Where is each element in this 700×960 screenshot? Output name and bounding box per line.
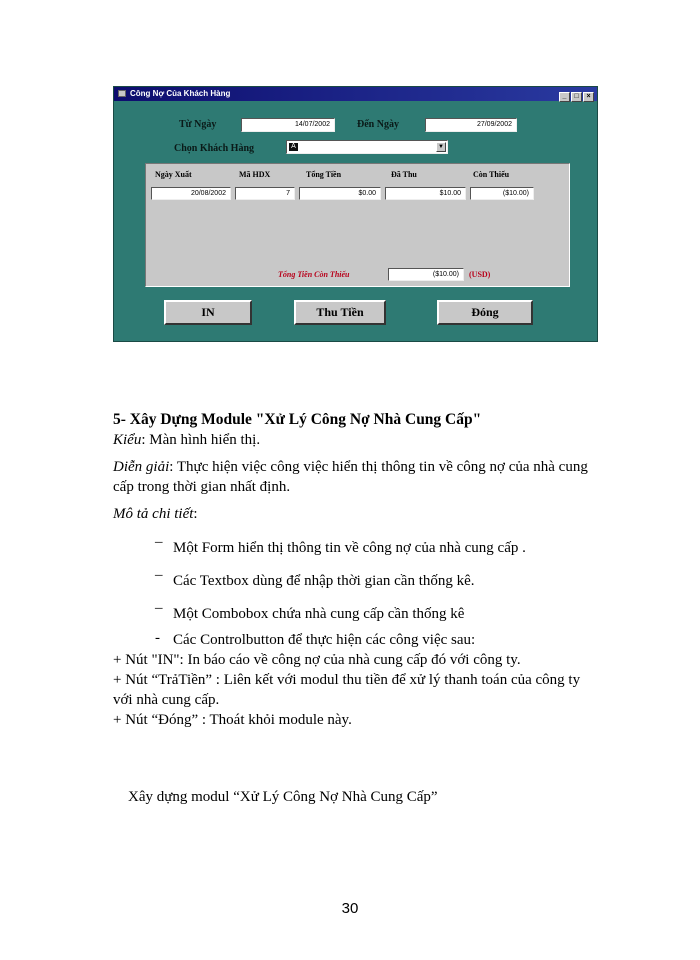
col-header-date: Ngày Xuất	[155, 170, 192, 179]
explain-text-1: : Thực hiện việc công việc hiển thị thông tin về công nợ của nhà cung	[169, 459, 588, 475]
collect-payment-button[interactable]: Thu Tiền	[294, 300, 386, 325]
explain-line-2: cấp trong thời gian nhất định.	[113, 479, 291, 495]
section-heading: 5- Xây Dựng Module "Xử Lý Công Nợ Nhà Cung Cấp"	[113, 411, 482, 428]
customer-selected-value: A	[289, 143, 298, 151]
minimize-icon[interactable]: _	[559, 92, 570, 102]
window-titlebar	[114, 87, 597, 101]
explain-label: Diễn giải	[113, 459, 170, 475]
figure-caption: Xây dựng modul “Xử Lý Công Nợ Nhà Cung Cấp”	[128, 789, 438, 805]
detail-label: Mô tả chi tiết	[113, 506, 194, 522]
bullet-item-3: Một Combobox chứa nhà cung cấp cần thống kê	[173, 606, 465, 622]
print-button[interactable]: IN	[164, 300, 252, 325]
cell-total[interactable]: $0.00	[299, 187, 381, 200]
window-controls	[558, 89, 594, 103]
detail-colon: :	[193, 506, 198, 522]
customer-label: Chọn Khách Hàng	[174, 143, 255, 154]
cell-paid[interactable]: $10.00	[385, 187, 466, 200]
from-date-field[interactable]: 14/07/2002	[241, 118, 335, 132]
bullet-dash: –	[155, 534, 163, 550]
to-date-field[interactable]: 27/09/2002	[425, 118, 517, 132]
plus-item-2-cont: với nhà cung cấp.	[113, 692, 220, 708]
bullet-item-1: Một Form hiển thị thông tin về công nợ của nhà cung cấp .	[173, 540, 526, 556]
bullet-dash: –	[155, 600, 163, 616]
plus-item-1: + Nút "IN": In báo cáo về công nợ của nhà cung cấp đó với công ty.	[113, 652, 521, 668]
debt-details-panel	[145, 163, 570, 287]
from-date-label: Từ Ngày	[179, 119, 217, 130]
bullet-dash: -	[155, 630, 160, 646]
total-remaining-field[interactable]: ($10.00)	[388, 268, 464, 281]
customer-combobox[interactable]	[286, 140, 448, 154]
maximize-icon[interactable]: □	[571, 92, 582, 102]
chevron-down-icon[interactable]: ▼	[436, 142, 446, 152]
currency-label: (USD)	[469, 270, 491, 279]
col-header-total: Tổng Tiền	[306, 170, 342, 179]
cell-invoice[interactable]: 7	[235, 187, 295, 200]
plus-item-2: + Nút “TrảTiền” : Liên kết với modul thu tiền để xử lý thanh toán của công ty	[113, 672, 581, 688]
col-header-paid: Đã Thu	[391, 170, 417, 179]
app-icon	[118, 90, 126, 97]
detail-line	[113, 505, 198, 523]
col-header-remaining: Còn Thiếu	[473, 170, 510, 179]
close-button[interactable]: Đóng	[437, 300, 533, 325]
explain-line-1	[113, 458, 588, 476]
bullet-item-2: Các Textbox dùng để nhập thời gian cần thống kê.	[173, 573, 475, 589]
form-screenshot	[113, 86, 598, 342]
close-icon[interactable]: ×	[583, 92, 594, 102]
plus-item-3: + Nút “Đóng” : Thoát khỏi module này.	[113, 712, 352, 728]
bullet-item-4: Các Controlbutton để thực hiện các công việc sau:	[173, 632, 476, 648]
cell-date[interactable]: 20/08/2002	[151, 187, 231, 200]
total-remaining-label: Tổng Tiền Còn Thiếu	[278, 270, 350, 279]
type-line	[113, 431, 260, 449]
bullet-dash: –	[155, 567, 163, 583]
cell-remaining[interactable]: ($10.00)	[470, 187, 534, 200]
type-value: : Màn hình hiển thị.	[141, 432, 261, 448]
page-number: 30	[341, 900, 359, 917]
window-title: Công Nợ Của Khách Hàng	[130, 89, 231, 98]
to-date-label: Đến Ngày	[357, 119, 399, 130]
col-header-invoice: Mã HDX	[239, 170, 271, 179]
type-label: Kiểu	[113, 432, 142, 448]
